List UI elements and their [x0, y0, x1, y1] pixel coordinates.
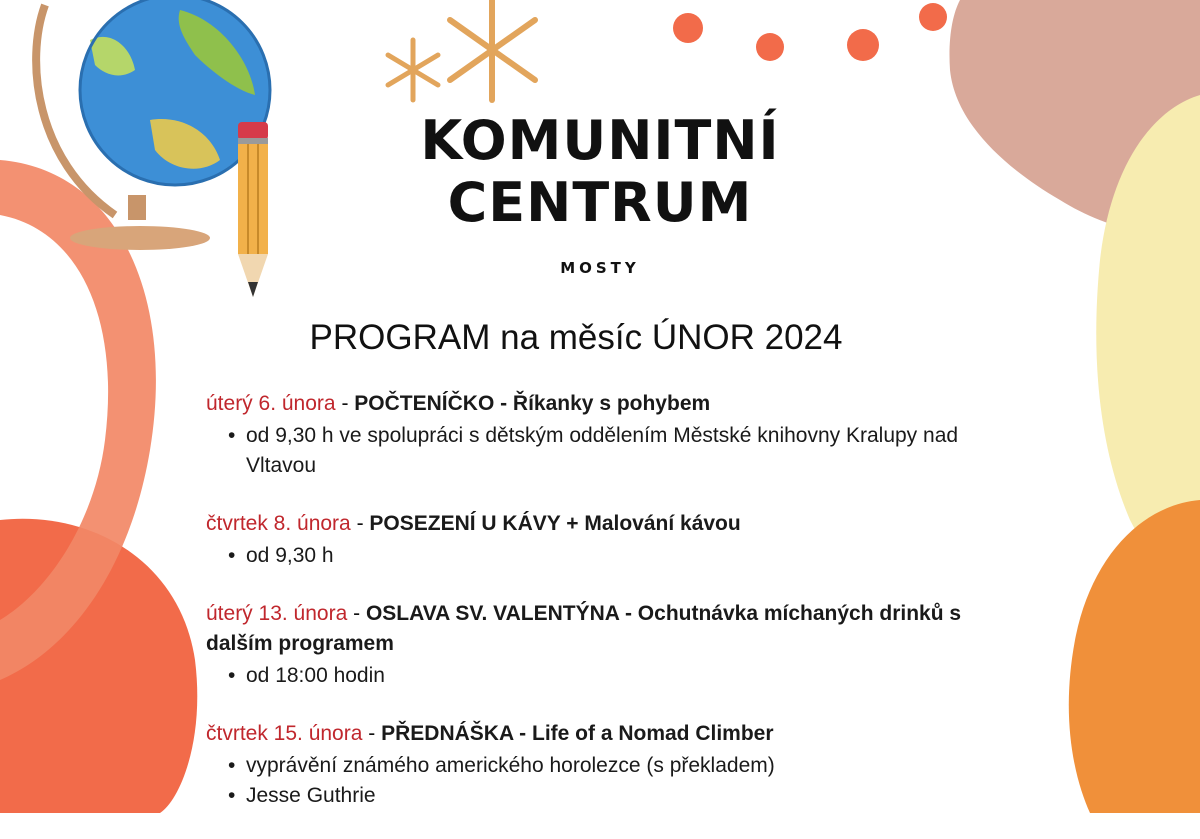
- dot: [919, 3, 947, 31]
- subtitle: MOSTY: [560, 259, 640, 277]
- event-heading: úterý 13. února - OSLAVA SV. VALENTÝNA - Ochutnávka míchaných drinků s dalším programem: [206, 602, 962, 655]
- star-large: [450, 0, 535, 100]
- event-date: čtvrtek 15. února: [206, 722, 363, 745]
- event-detail: • vyprávění známého amerického horolezce (s překladem): [246, 751, 966, 781]
- program-title: PROGRAM na měsíc ÚNOR 2024: [309, 318, 843, 357]
- event-item: [206, 509, 966, 571]
- event-name: OSLAVA SV. VALENTÝNA - Ochutnávka míchaných drinků s dalším programem: [206, 602, 962, 655]
- event-detail: • Jesse Guthrie: [246, 781, 966, 811]
- event-item: [206, 389, 966, 481]
- event-date: úterý 6. února: [206, 392, 336, 415]
- event-details: [206, 661, 966, 691]
- dot: [756, 33, 784, 61]
- star-small: [388, 40, 438, 100]
- event-name: PŘEDNÁŠKA - Life of a Nomad Climber: [381, 722, 774, 745]
- right-orange-blob: [1069, 500, 1200, 813]
- page-title: [0, 110, 1200, 234]
- event-date: úterý 13. února: [206, 602, 348, 625]
- event-detail: • od 18:00 hodin: [246, 661, 966, 691]
- event-detail: • od 9,30 h: [246, 541, 966, 571]
- event-details: [206, 421, 966, 481]
- event-list: [206, 389, 966, 839]
- event-heading: čtvrtek 15. února - PŘEDNÁŠKA - Life of a Nomad Climber: [206, 722, 774, 745]
- dot: [673, 13, 703, 43]
- event-name: POČTENÍČKO - Říkanky s pohybem: [354, 392, 711, 415]
- event-name: POSEZENÍ U KÁVY + Malování kávou: [369, 512, 741, 535]
- dot: [847, 29, 879, 61]
- event-detail: • od 9,30 h ve spolupráci s dětským oddělením Městské knihovny Kralupy nad Vltavou: [246, 421, 966, 481]
- event-date: čtvrtek 8. února: [206, 512, 351, 535]
- event-details: [206, 541, 966, 571]
- title-line-2: CENTRUM: [447, 171, 753, 234]
- event-item: [206, 719, 966, 811]
- event-heading: úterý 6. února - POČTENÍČKO - Říkanky s pohybem: [206, 392, 711, 415]
- event-heading: čtvrtek 8. února - POSEZENÍ U KÁVY + Malování kávou: [206, 512, 741, 535]
- title-line-1: KOMUNITNÍ: [420, 109, 780, 172]
- event-item: [206, 599, 966, 691]
- event-details: [206, 751, 966, 811]
